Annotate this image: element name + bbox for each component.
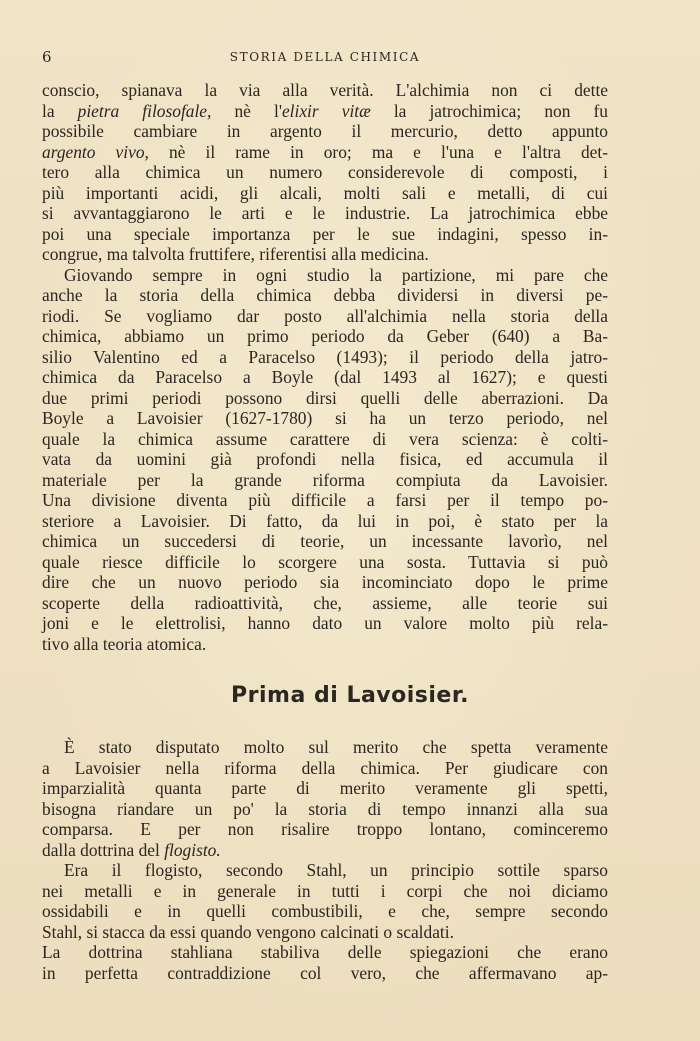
text-run: chimica un succedersi di teorie, un incessante lavorìo, nel	[42, 531, 608, 551]
text-run: chimica, abbiamo un primo periodo da Geber (640) a Ba-	[42, 326, 608, 346]
text-line	[42, 367, 608, 388]
text-line	[42, 963, 608, 984]
text-line	[42, 347, 608, 368]
text-run: Giovando sempre in ogni studio la partizione, mi pare che	[64, 264, 608, 285]
text-line	[42, 80, 608, 101]
text-line	[42, 901, 608, 922]
italic-term: pietra filosofale,	[77, 100, 212, 121]
body-text-section-2	[42, 737, 608, 983]
text-run: la	[42, 100, 78, 121]
text-line	[42, 408, 608, 429]
italic-term: flogisto.	[164, 839, 221, 860]
text-line	[42, 758, 608, 779]
text-line	[42, 860, 608, 881]
text-run: tivo alla teoria atomica.	[42, 633, 207, 654]
page-number: 6	[42, 48, 52, 66]
text-line	[42, 799, 608, 820]
text-run: riodi. Se vogliamo dar posto all'alchimia nella storia della	[42, 305, 608, 326]
text-run: nei metalli e in generale in tutti i corpi che noi diciamo	[42, 880, 608, 901]
text-run: la jatrochimica; non fu	[370, 100, 608, 121]
text-line	[42, 552, 608, 573]
body-text-section-1	[42, 80, 608, 654]
text-run: due primi periodi possono dirsi quelli delle aberrazioni. Da	[42, 387, 608, 408]
page-header	[42, 48, 608, 68]
text-line	[42, 778, 608, 799]
text-run: quale la chimica assume carattere di vera scienza: è colti-	[42, 428, 608, 449]
text-run: silio Valentino ed a Paracelso (1493); il periodo della jatro-	[42, 346, 608, 367]
text-run: Stahl, si stacca da essi quando vengono calcinati o scaldati.	[42, 921, 454, 942]
text-run: La dottrina stahliana stabiliva delle spiegazioni che erano	[42, 942, 608, 962]
text-run: dire che un nuovo periodo sia incominciato dopo le prime	[42, 572, 608, 592]
text-line	[42, 429, 608, 450]
text-line	[42, 942, 608, 963]
text-run: nè il rame in oro; ma e l'una e l'altra det-	[148, 141, 608, 162]
text-line	[42, 922, 608, 943]
text-run: comparsa. E per non risalire troppo lontano, cominceremo	[42, 819, 608, 839]
text-line	[42, 819, 608, 840]
section-heading: Prima di Lavoisier.	[231, 683, 469, 708]
text-run: joni e le elettrolisi, hanno dato un valore molto più rela-	[42, 613, 608, 633]
text-run: scoperte della radioattività, che, assieme, alle teorie sui	[42, 592, 608, 613]
text-line	[42, 593, 608, 614]
text-line	[42, 613, 608, 634]
text-line	[42, 840, 608, 861]
text-run: si avvantaggiarono le arti e le industrie. La jatrochimica ebbe	[42, 203, 608, 223]
text-line	[42, 183, 608, 204]
text-line	[42, 121, 608, 142]
text-line	[42, 511, 608, 532]
text-run: dalla dottrina del	[42, 839, 165, 860]
text-line	[42, 285, 608, 306]
text-line	[42, 162, 608, 183]
text-run: possibile cambiare in argento il mercurio, detto appunto	[42, 121, 608, 141]
italic-term: argento vivo,	[42, 141, 149, 162]
text-line	[42, 470, 608, 491]
text-run: quale riesce difficile lo scorgere una sosta. Tuttavia si può	[42, 551, 608, 572]
text-run: Era il flogisto, secondo Stahl, un principio sottile sparso	[64, 860, 608, 880]
text-line	[42, 737, 608, 758]
text-run: vata da uomini già profondi nella fisica, ed accumula il	[42, 449, 608, 469]
text-line	[42, 531, 608, 552]
text-run: tero alla chimica un numero considerevole di composti, i	[42, 162, 608, 182]
text-run: bisogna riandare un po' la storia di tempo innanzi alla sua	[42, 798, 608, 819]
text-line	[42, 101, 608, 122]
text-run: materiale per la grande riforma compiuta da Lavoisier.	[42, 469, 608, 490]
text-line	[42, 449, 608, 470]
italic-term: elixir vitæ	[281, 100, 371, 121]
text-run: steriore a Lavoisier. Di fatto, da lui in poi, è stato per la	[42, 510, 608, 531]
text-line	[42, 203, 608, 224]
text-line	[42, 634, 608, 655]
text-run: nè l'	[211, 100, 282, 121]
text-line	[42, 224, 608, 245]
text-run: congrue, ma talvolta fruttifere, riferentisi alla medicina.	[42, 244, 429, 264]
text-line	[42, 572, 608, 593]
text-line	[42, 490, 608, 511]
text-run: chimica da Paracelso a Boyle (dal 1493 al 1627); e questi	[42, 367, 608, 387]
text-run: Una divisione diventa più difficile a farsi per il tempo po-	[42, 490, 608, 510]
text-line	[42, 326, 608, 347]
text-line	[42, 881, 608, 902]
text-run: anche la storia della chimica debba dividersi in diversi pe-	[42, 285, 608, 305]
text-run: a Lavoisier nella riforma della chimica. Per giudicare con	[42, 757, 608, 778]
text-run: poi una speciale importanza per le sue indagini, spesso in-	[42, 223, 608, 244]
text-run: in perfetta contraddizione col vero, che affermavano ap-	[42, 962, 608, 983]
text-line	[42, 244, 608, 265]
text-run: conscio, spianava la via alla verità. L'alchimia non ci dette	[42, 80, 608, 100]
text-run: imparzialità quanta parte di merito veramente gli spetti,	[42, 778, 608, 798]
text-line	[42, 265, 608, 286]
text-line	[42, 388, 608, 409]
text-run: ossidabili e in quelli combustibili, e che, sempre secondo	[42, 901, 608, 921]
running-title: STORIA DELLA CHIMICA	[229, 50, 421, 64]
text-run: Boyle a Lavoisier (1627-1780) si ha un terzo periodo, nel	[42, 408, 608, 428]
text-run: più importanti acidi, gli alcali, molti sali e metalli, di cui	[42, 182, 608, 203]
text-run: È stato disputato molto sul merito che spetta veramente	[64, 737, 608, 757]
text-line	[42, 306, 608, 327]
text-line	[42, 142, 608, 163]
